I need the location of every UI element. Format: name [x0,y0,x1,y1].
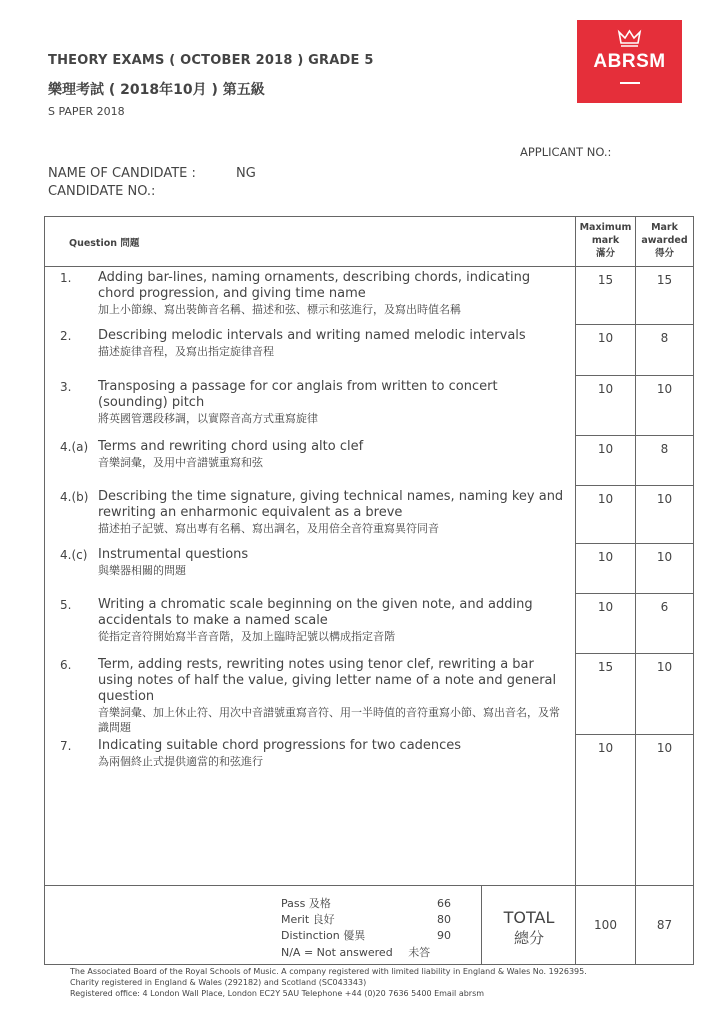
mark-awarded-cell: 10 [636,544,694,594]
question-description: Writing a chromatic scale beginning on the given note, and adding accidentals to make a named scale [98,596,533,628]
grade-boundaries-cell [45,886,576,965]
maximum-mark-cell: 10 [576,594,636,654]
question-description: Describing the time signature, giving technical names, naming key and rewriting an enharmonic equivalent as a breve [98,488,564,520]
not-answered-chinese: 未答 [408,946,431,959]
candidate-name-label: NAME OF CANDIDATE : [48,166,196,181]
pass-label: Pass 及格 [281,897,331,910]
mark-awarded-header-line2: awarded [641,235,688,246]
question-number: 4.(c) [60,547,88,562]
question-description: Terms and rewriting chord using alto clef [98,438,364,454]
table-header-row [45,217,694,267]
question-description: Instrumental questions [98,546,249,562]
table-row [45,267,694,325]
question-number: 4.(a) [60,439,89,454]
table-row [45,544,694,594]
question-description-chinese: 從指定音符開始寫半音音階，及加上臨時記號以構成指定音階 [98,629,395,643]
distinction-value: 90 [437,929,451,942]
exam-title-chinese: 樂理考試 ( 2018年10月 ) 第五級 [48,82,265,98]
question-description-chinese: 與樂器相關的問題 [98,563,186,577]
question-number: 6. [60,657,72,672]
question-cell [45,735,576,886]
question-description-chinese: 描述旋律音程，及寫出指定旋律音程 [98,344,274,358]
question-description-chinese: 描述拍子記號、寫出專有名稱、寫出調名，及用倍全音符重寫異符同音 [98,521,439,535]
maximum-mark-cell: 10 [576,376,636,436]
question-description-chinese: 加上小節線、寫出裝飾音名稱、描述和弦、標示和弦進行，及寫出時值名稱 [98,303,461,316]
pass-value: 66 [437,897,451,910]
crown-icon [616,28,643,48]
mark-awarded-cell: 8 [636,325,694,376]
question-number: 5. [60,597,72,612]
mark-awarded-cell: 10 [636,486,694,544]
question-column-header: Question 問題 [45,217,576,267]
question-cell [45,486,576,544]
question-number: 3. [60,379,72,394]
total-row [45,886,694,965]
maximum-mark-header [576,217,636,267]
grade-boundaries [281,896,451,944]
question-description-chinese: 為兩個終止式提供適當的和弦進行 [98,754,263,768]
distinction-label: Distinction 優異 [281,929,366,942]
logo-underline [620,82,640,84]
question-cell [45,654,576,735]
footer-office-line: Registered office: 4 London Wall Place, London EC2Y 5AU Telephone +44 (0)20 7636 5400 Email abrsm [70,989,485,998]
total-label-english: TOTAL [503,908,555,927]
question-description: Indicating suitable chord progressions for two cadences [98,737,462,753]
mark-awarded-cell: 15 [636,267,694,325]
question-description: Describing melodic intervals and writing named melodic intervals [98,327,526,343]
maximum-mark-cell: 15 [576,267,636,325]
paper-code: S PAPER 2018 [48,105,125,118]
question-description: Adding bar-lines, naming ornaments, describing chords, indicating chord progression, and giving time name [98,270,531,301]
table-row [45,325,694,376]
footer-company-line: The Associated Board of the Royal Schools of Music. A company registered with limited liability in England & Wales No. 1926395. [70,967,587,976]
not-answered-note [281,944,430,960]
abrsm-logo [577,20,682,103]
applicant-number-label: APPLICANT NO.: [520,145,612,159]
question-number: 2. [60,328,72,343]
question-description: Transposing a passage for cor anglais from written to concert (sounding) pitch [98,378,498,410]
distinction-boundary [281,928,451,944]
total-maximum-cell: 100 [576,886,636,965]
mark-awarded-header-chinese: 得分 [654,248,674,259]
question-cell [45,436,576,486]
maximum-mark-cell: 10 [576,486,636,544]
table-row [45,486,694,544]
not-answered-label: N/A = Not answered [281,946,393,959]
mark-awarded-cell: 10 [636,376,694,436]
exam-title: THEORY EXAMS ( OCTOBER 2018 ) GRADE 5 [48,53,374,68]
question-cell [45,594,576,654]
pass-boundary [281,896,451,912]
question-number: 1. [60,271,72,285]
question-description: Term, adding rests, rewriting notes using tenor clef, rewriting a bar using notes of half the value, giving letter name of a note and general question [98,656,557,704]
maximum-mark-header-line2: mark [591,235,620,246]
mark-awarded-header [636,217,694,267]
mark-awarded-cell: 6 [636,594,694,654]
maximum-mark-cell: 10 [576,735,636,886]
marks-table [44,216,694,965]
footer-charity-line: Charity registered in England & Wales (292182) and Scotland (SC043343) [70,978,367,987]
question-number: 4.(b) [60,489,89,504]
maximum-mark-cell: 15 [576,654,636,735]
logo-text: ABRSM [593,51,666,72]
table-row [45,436,694,486]
table-row [45,594,694,654]
question-description-chinese: 音樂詞彙、加上休止符、用次中音譜號重寫音符、用一半時值的音符重寫小節、寫出音名，及常識問題 [98,705,560,734]
table-row [45,654,694,735]
mark-awarded-cell: 8 [636,436,694,486]
table-row [45,376,694,436]
maximum-mark-cell: 10 [576,436,636,486]
merit-boundary [281,912,451,928]
table-row [45,735,694,886]
candidate-name-value: NG [236,166,256,181]
total-label-chinese: 總分 [513,929,544,947]
question-cell [45,325,576,376]
candidate-number-label: CANDIDATE NO.: [48,184,156,199]
question-cell [45,267,576,325]
merit-label: Merit 良好 [281,913,335,926]
mark-awarded-cell: 10 [636,735,694,886]
mark-awarded-cell: 10 [636,654,694,735]
maximum-mark-cell: 10 [576,325,636,376]
question-description-chinese: 音樂詞彙，及用中音譜號重寫和弦 [98,455,263,469]
mark-awarded-header-line1: Mark [651,222,678,233]
question-description-chinese: 將英國管選段移調，以實際音高方式重寫旋律 [98,411,318,425]
merit-value: 80 [437,913,451,926]
total-label [482,886,576,948]
question-cell [45,544,576,594]
question-cell [45,376,576,436]
maximum-mark-header-chinese: 滿分 [595,248,615,259]
maximum-mark-cell: 10 [576,544,636,594]
question-number: 7. [60,738,72,753]
maximum-mark-header-line1: Maximum [579,222,632,233]
total-awarded-cell: 87 [636,886,694,965]
